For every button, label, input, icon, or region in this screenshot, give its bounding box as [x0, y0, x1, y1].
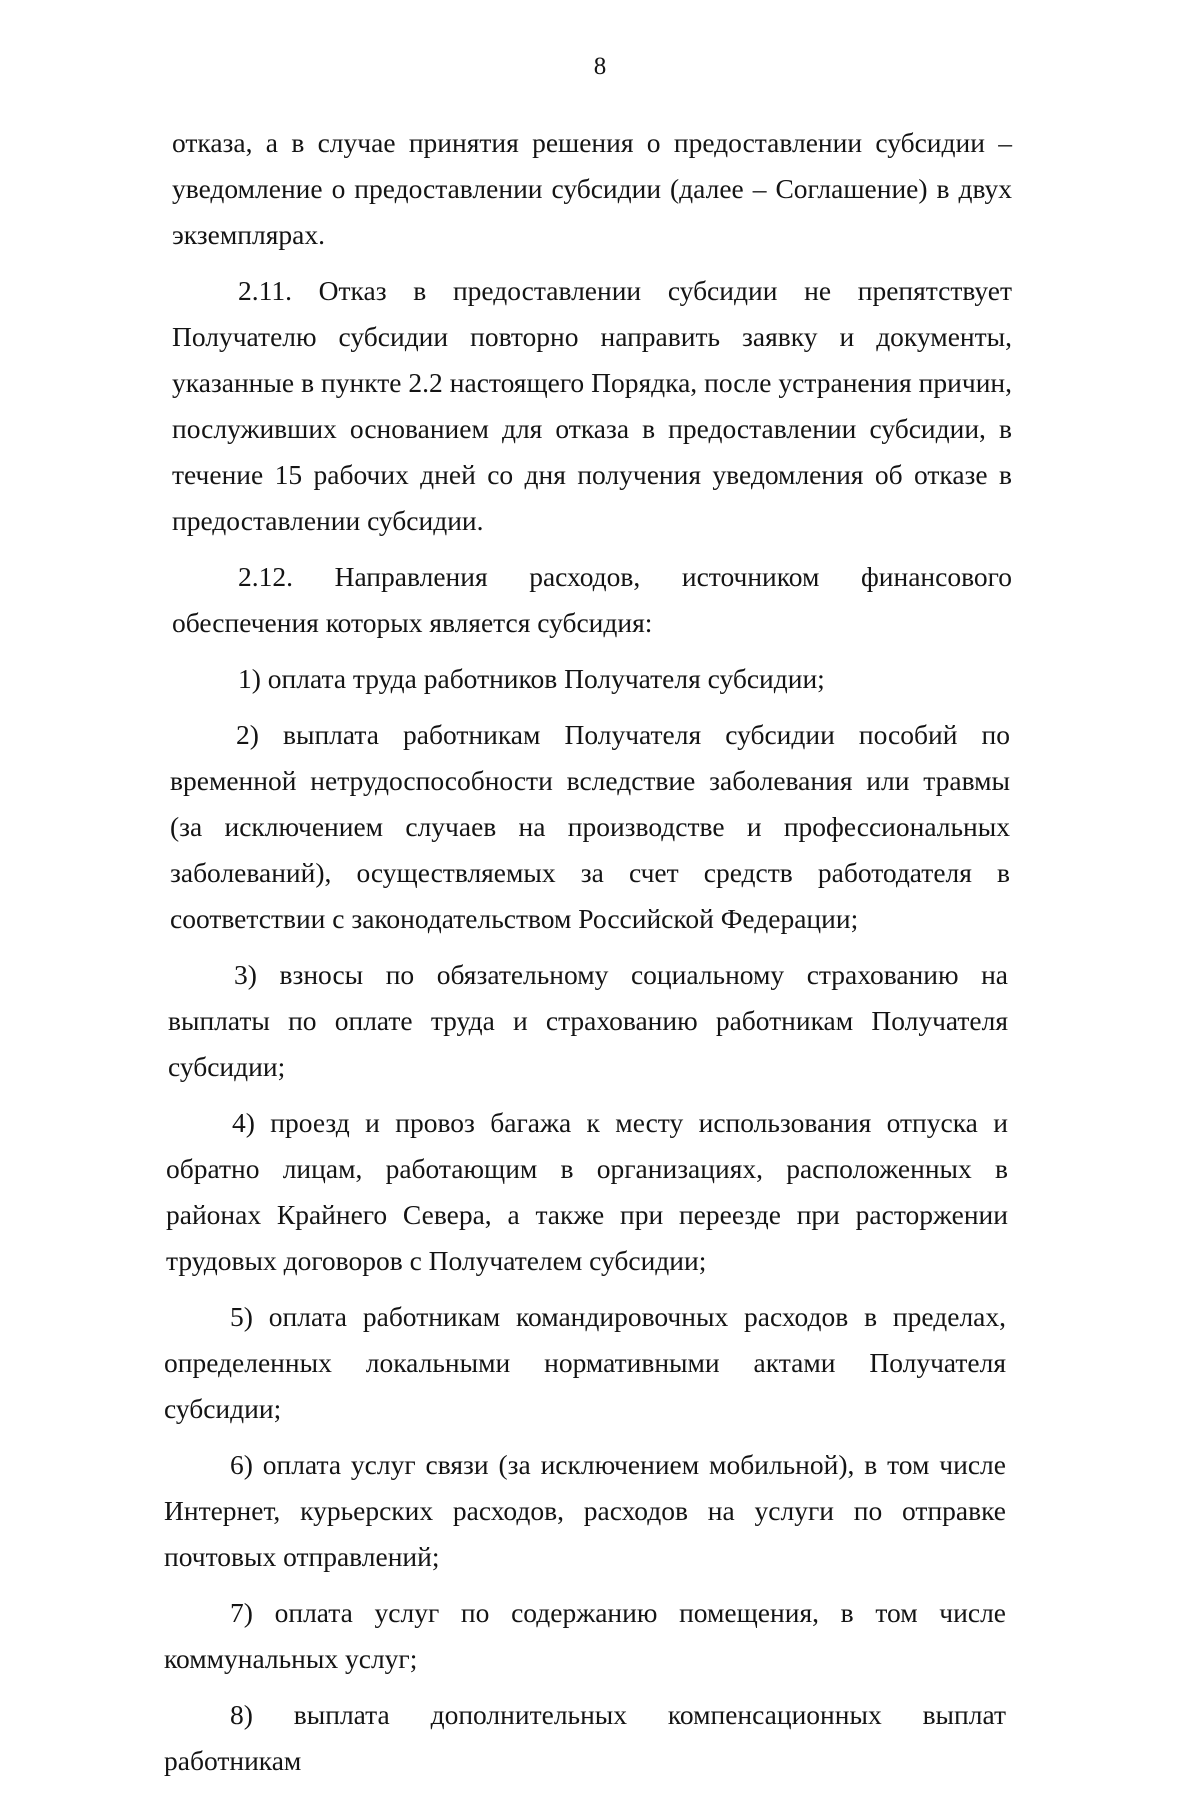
- list-item-1: 1) оплата труда работников Получателя субсидии;: [238, 663, 825, 694]
- list-item-7: 7) оплата услуг по содержанию помещения, в том числе коммунальных услуг;: [164, 1597, 1006, 1674]
- paragraph-continuation: отказа, а в случае принятия решения о предоставлении субсидии – уведомление о предоставлении субсидии (далее – Соглашение) в двух экземплярах.: [172, 127, 1012, 250]
- list-item-6: 6) оплата услуг связи (за исключением мобильной), в том числе Интернет, курьерских расходов, расходов на услуги по отправке почтовых отправлений;: [164, 1449, 1006, 1572]
- paragraph-2-12: 2.12. Направления расходов, источником финансового обеспечения которых является субсидия:: [172, 561, 1012, 638]
- list-item-8: 8) выплата дополнительных компенсационных выплат работникам: [164, 1699, 1006, 1776]
- paragraph-2-11: 2.11. Отказ в предоставлении субсидии не препятствует Получателю субсидии повторно направить заявку и документы, указанные в пункте 2.2 настоящего Порядка, после устранения причин, послуживших основанием для отказа в предоставлении субсидии, в течение 15 рабочих дней со дня получения уведомления об отказе в предоставлении субсидии.: [172, 275, 1012, 536]
- list-item-2: 2) выплата работникам Получателя субсидии пособий по временной нетрудоспособности вследствие заболевания или травмы (за исключением случаев на производстве и профессиональных заболеваний), осуществляемых за счет средств работодателя в соответствии с законодательством Российской Федерации;: [170, 719, 1010, 934]
- document-body: [0, 120, 1200, 1794]
- list-item-4: 4) проезд и провоз багажа к месту использования отпуска и обратно лицам, работающим в организациях, расположенных в районах Крайнего Севера, а также при переезде при расторжении трудовых договоров с Получателем субсидии;: [166, 1107, 1008, 1276]
- page-number: 8: [593, 53, 607, 80]
- list-item-3: 3) взносы по обязательному социальному страхованию на выплаты по оплате труда и страхованию работникам Получателя субсидии;: [168, 959, 1008, 1082]
- list-item-5: 5) оплата работникам командировочных расходов в пределах, определенных локальными нормативными актами Получателя субсидии;: [164, 1301, 1006, 1424]
